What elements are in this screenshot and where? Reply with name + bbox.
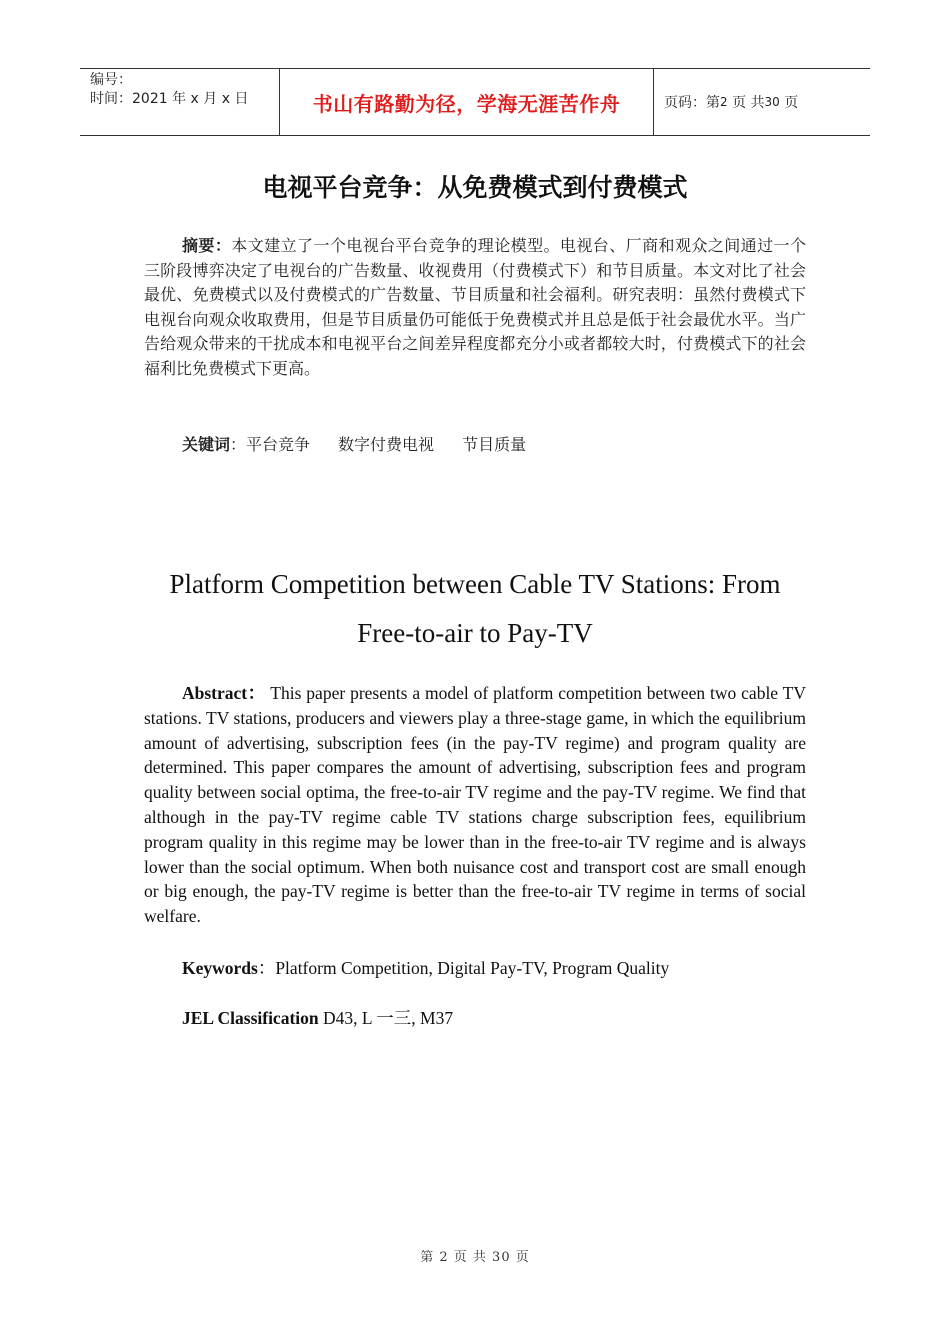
english-abstract-colon: ： <box>247 683 266 703</box>
chinese-abstract-label: 摘要： <box>182 236 232 255</box>
chinese-keyword: 平台竞争 <box>246 435 311 454</box>
page-footer: 第 2 页 共 30 页 <box>420 1250 530 1265</box>
english-abstract-text: This paper presents a model of platform competition between two cable TV stations. TV stations, producers and viewers play a three-stage game, in which the equilibrium amount of advertising, subscription fees (in the pay-TV regime) and program quality are determined. This paper compares the amount of advertising, subscription fees and program quality between social optima, the free-to-air TV regime and the pay-TV regime. We find that although in the pay-TV regime cable TV stations charge subscription fees, equilibrium program quality in this regime may be lower than in the free-to-air TV regime and is always lower than the social optimum. When both nuisance cost and transport cost are small enough or big enough, the pay-TV regime is better than the free-to-air TV regime in terms of social welfare. <box>144 683 806 927</box>
jel-classification <box>182 1005 453 1030</box>
header-motto-cell <box>280 69 654 135</box>
header-page-label-mid: 页 共 <box>732 95 765 111</box>
english-abstract <box>144 681 806 929</box>
chinese-keywords <box>182 432 554 455</box>
chinese-keyword: 数字付费电视 <box>338 435 435 454</box>
header-time: 时间：2021 年 x 月 x 日 <box>90 91 249 107</box>
english-title <box>0 560 950 658</box>
header-meta <box>80 69 280 135</box>
header-page-label-suffix: 页 <box>784 95 799 111</box>
english-title-line2: Free-to-air to Pay-TV <box>357 618 593 648</box>
jel-text: D43, L 一三, M37 <box>318 1008 454 1028</box>
english-abstract-label: Abstract <box>182 683 248 703</box>
chinese-keyword: 节目质量 <box>462 435 527 454</box>
english-keywords <box>182 955 669 980</box>
english-keywords-colon: ： <box>257 958 276 978</box>
header-page-label-prefix: 页码：第 <box>664 95 720 111</box>
english-title-line1: Platform Competition between Cable TV Stations: From <box>169 569 781 599</box>
chinese-title: 电视平台竞争：从免费模式到付费模式 <box>262 173 688 202</box>
header-page-total: 30 <box>764 95 780 109</box>
header-motto: 书山有路勤为径，学海无涯苦作舟 <box>312 91 621 116</box>
chinese-keywords-colon: ： <box>230 435 247 454</box>
jel-label: JEL Classification <box>182 1008 319 1028</box>
english-keywords-text: Platform Competition, Digital Pay-TV, Program Quality <box>275 958 670 978</box>
header-number-label: 编号： <box>90 72 132 88</box>
chinese-abstract-text: 本文建立了一个电视台平台竞争的理论模型。电视台、厂商和观众之间通过一个三阶段博弈决定了电视台的广告数量、收视费用（付费模式下）和节目质量。本文对比了社会最优、免费模式以及付费模式的广告数量、节目质量和社会福利。研究表明：虽然付费模式下电视台向观众收取费用，但是节目质量仍可能低于免费模式并且总是低于社会最优水平。当广告给观众带来的干扰成本和电视平台之间差异程度都充分小或者都较大时，付费模式下的社会福利比免费模式下更高。 <box>144 236 806 378</box>
header-page-info <box>654 69 870 135</box>
english-keywords-label: Keywords <box>182 958 258 978</box>
document-header <box>80 68 870 136</box>
header-page-current: 2 <box>720 95 728 109</box>
chinese-keywords-label: 关键词 <box>182 435 231 454</box>
chinese-abstract <box>144 234 806 382</box>
